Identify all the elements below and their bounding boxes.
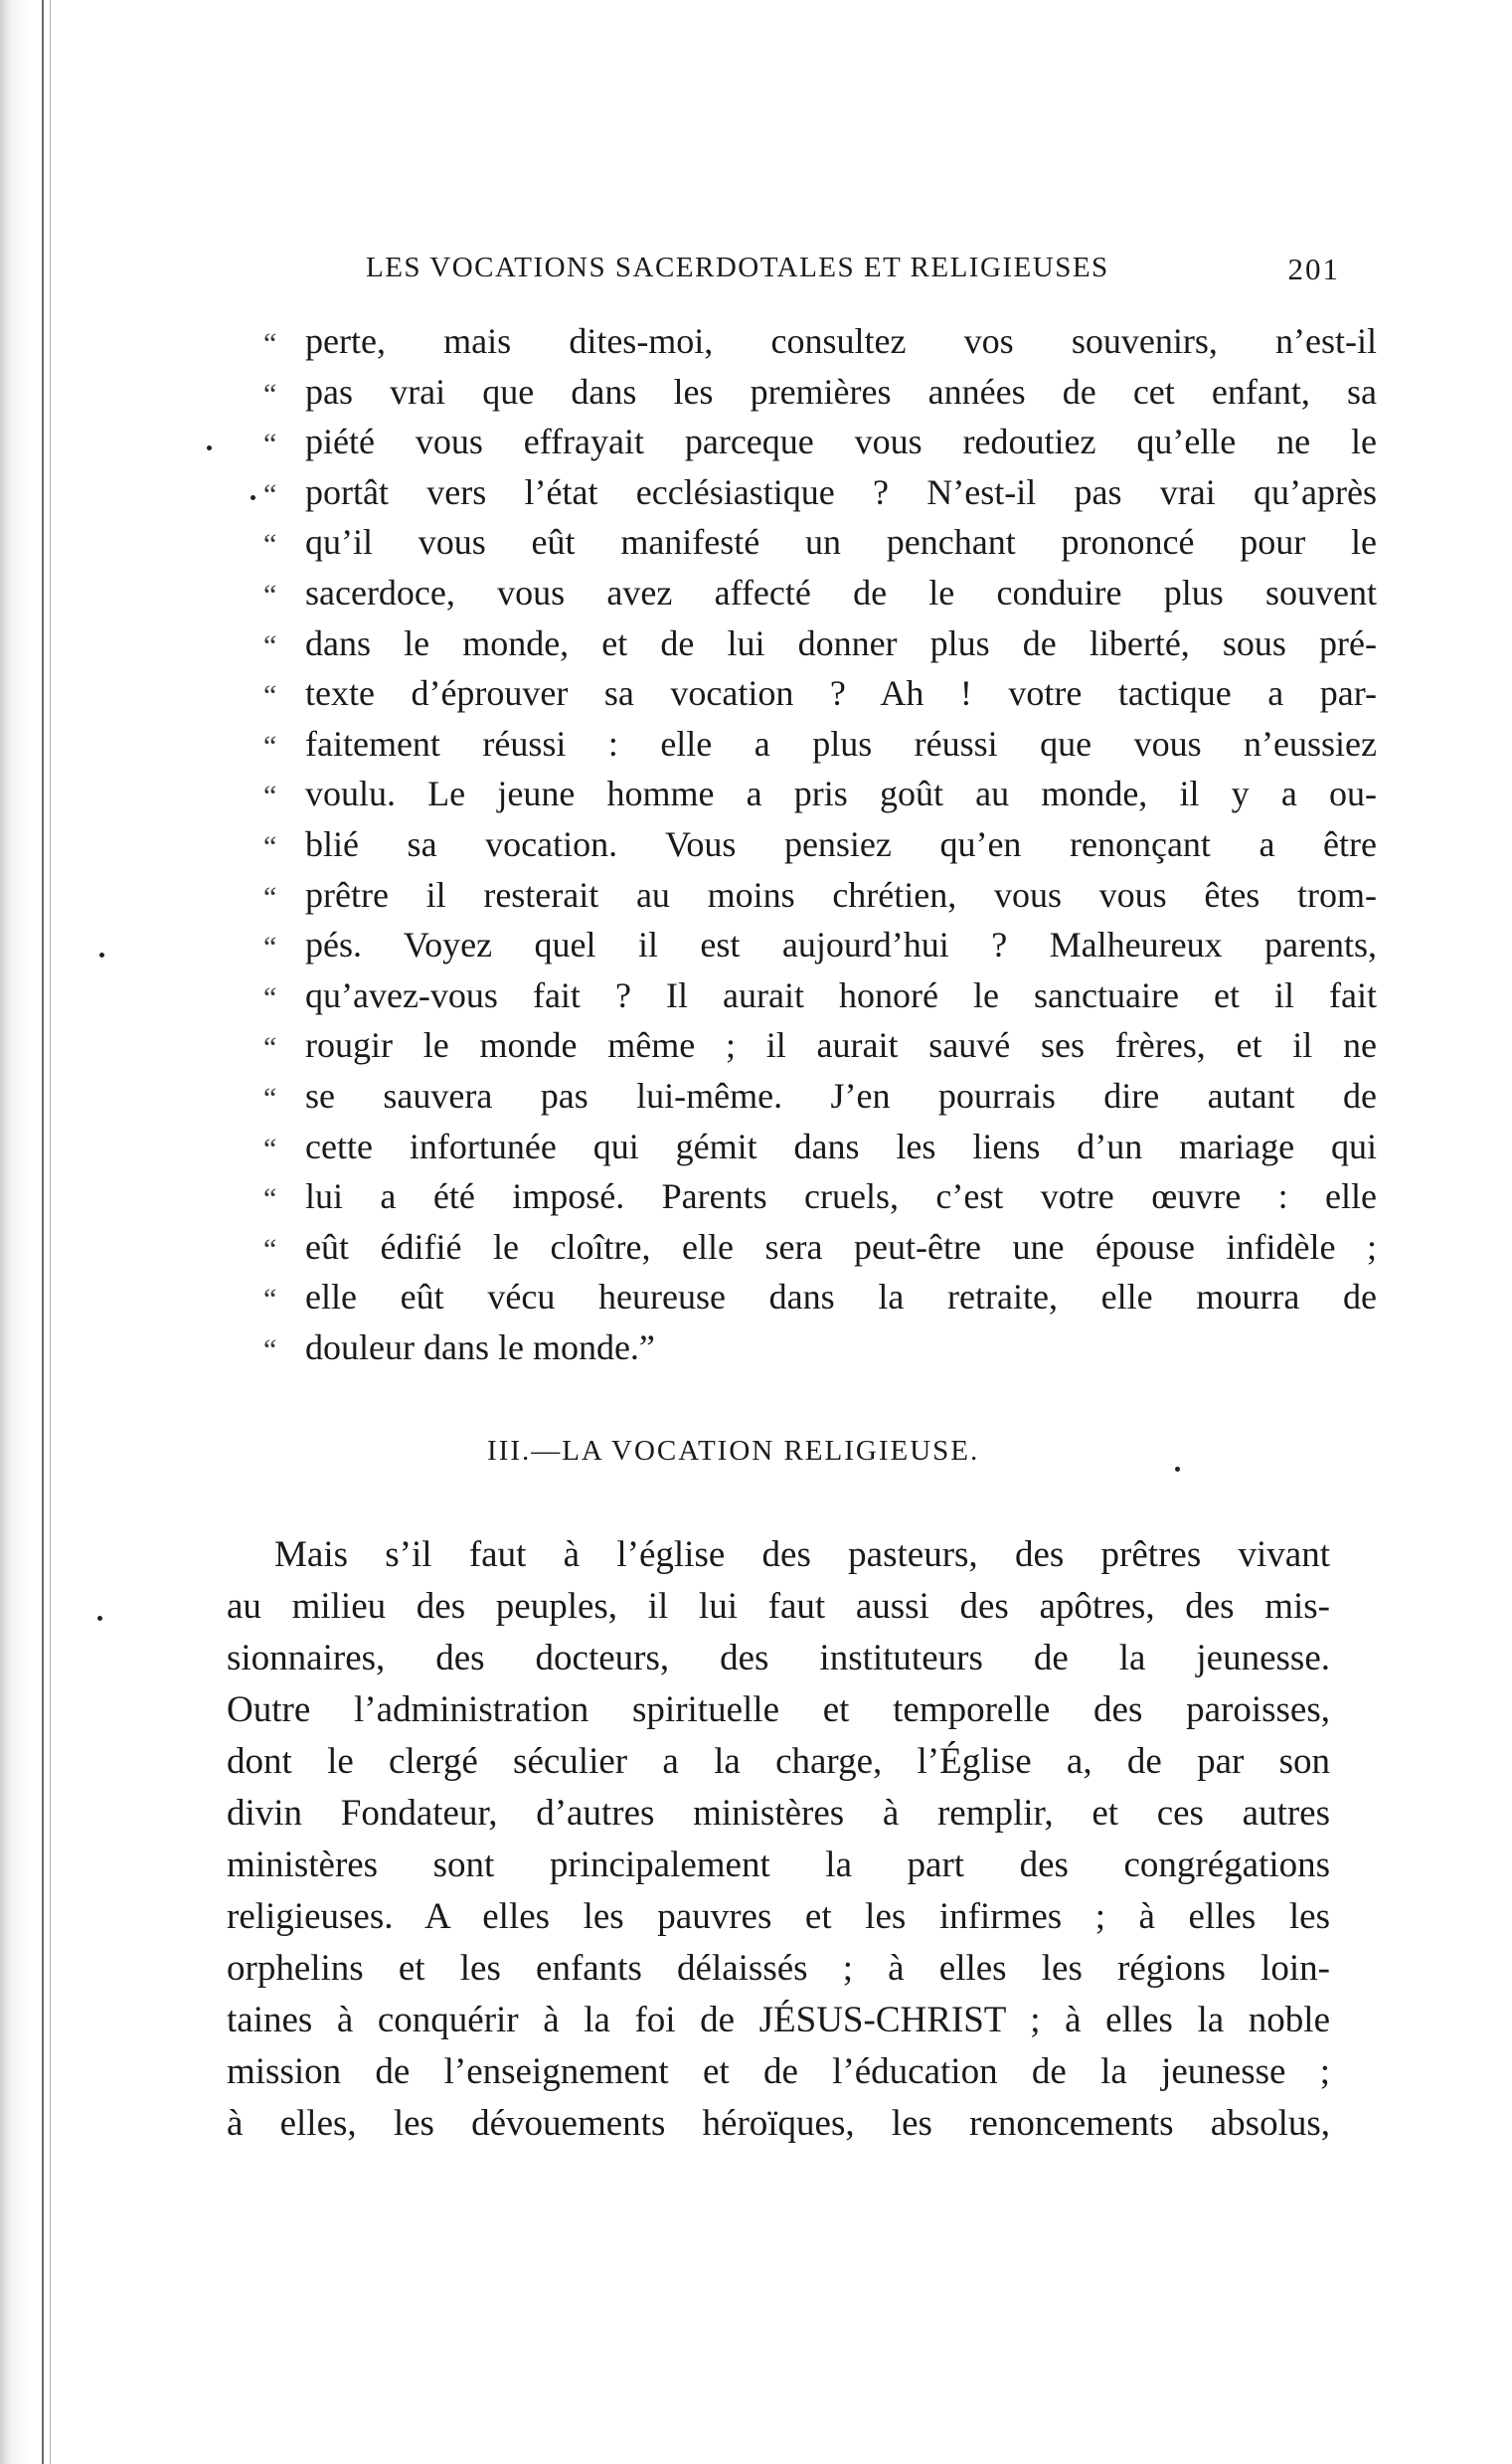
body-line: au milieu des peuples, il lui faut aussi des apôtres, des mis- — [227, 1586, 1330, 1627]
quote-mark: “ — [263, 880, 277, 914]
quoted-passage — [263, 316, 1387, 1372]
body-line: dont le clergé séculier a la charge, l’Église a, de par son — [227, 1741, 1330, 1782]
quote-line — [263, 1171, 1387, 1222]
quote-line-text: sacerdoce, vous avez affecté de le conduire plus souvent — [305, 572, 1377, 613]
body-line: religieuses. A elles les pauvres et les infirmes ; à elles les — [227, 1896, 1330, 1937]
quote-mark: “ — [263, 528, 277, 562]
body-line: taines à conquérir à la foi de JÉSUS-CHRIST ; à elles la noble — [227, 2000, 1330, 2040]
binding-edge-line — [42, 0, 44, 2464]
print-speck — [207, 445, 212, 450]
quote-mark: “ — [263, 1031, 277, 1065]
section-heading: III.—LA VOCATION RELIGIEUSE. — [487, 1435, 980, 1467]
quote-line-text: portât vers l’état ecclésiastique ? N’est-il pas vrai qu’après — [305, 471, 1377, 512]
body-line: orphelins et les enfants délaissés ; à elles les régions loin- — [227, 1948, 1330, 1989]
running-head-title: LES VOCATIONS SACERDOTALES ET RELIGIEUSES — [366, 252, 1109, 283]
body-paragraph — [227, 1529, 1330, 2150]
running-head — [366, 252, 1340, 291]
quote-line-text: dans le monde, et de lui donner plus de liberté, sous pré- — [305, 622, 1377, 663]
body-line: Outre l’administration spirituelle et temporelle des paroisses, — [227, 1689, 1330, 1730]
quote-mark: “ — [263, 1232, 277, 1266]
quote-line-text: rougir le monde même ; il aurait sauvé ses frères, et il ne — [305, 1025, 1377, 1066]
quote-line — [263, 668, 1387, 719]
quote-line — [263, 1122, 1387, 1172]
print-speck — [97, 1616, 102, 1621]
quote-mark: “ — [263, 1182, 277, 1216]
quote-line-text: qu’il vous eût manifesté un penchant prononcé pour le — [305, 522, 1377, 563]
quote-line — [263, 1322, 1387, 1373]
quote-line-text: blié sa vocation. Vous pensiez qu’en renonçant a être — [305, 823, 1377, 864]
body-line: mission de l’enseignement et de l’éducation de la jeunesse ; — [227, 2051, 1330, 2092]
quote-mark: “ — [263, 327, 277, 360]
quote-line — [263, 1020, 1387, 1071]
quote-line — [263, 769, 1387, 819]
body-line: Mais s’il faut à l’église des pasteurs, des prêtres vivant — [274, 1534, 1330, 1575]
quote-line — [263, 1071, 1387, 1122]
quote-line — [263, 819, 1387, 870]
body-line: sionnaires, des docteurs, des instituteurs de la jeunesse. — [227, 1638, 1330, 1678]
quote-mark: “ — [263, 428, 277, 461]
quote-line — [263, 367, 1387, 418]
quote-line-text: lui a été imposé. Parents cruels, c’est votre œuvre : elle — [305, 1176, 1377, 1217]
quote-line-text: elle eût vécu heureuse dans la retraite, elle mourra de — [305, 1277, 1377, 1318]
quote-line — [263, 618, 1387, 669]
quote-mark: “ — [263, 980, 277, 1014]
quote-line-text: pés. Voyez quel il est aujourd’hui ? Malheureux parents, — [305, 925, 1377, 966]
quote-line — [263, 467, 1387, 518]
quote-line — [263, 719, 1387, 770]
print-speck — [251, 495, 255, 500]
quote-mark: “ — [263, 1132, 277, 1165]
quote-mark: “ — [263, 829, 277, 863]
quote-mark: “ — [263, 729, 277, 763]
quote-line — [263, 1222, 1387, 1273]
quote-line — [263, 517, 1387, 568]
quote-line-text: texte d’éprouver sa vocation ? Ah ! votre tactique a par- — [305, 673, 1377, 714]
quote-mark: “ — [263, 377, 277, 411]
quote-line — [263, 970, 1387, 1021]
quote-line — [263, 920, 1387, 970]
print-speck — [99, 953, 104, 958]
quote-mark: “ — [263, 1081, 277, 1115]
quote-line-text: cette infortunée qui gémit dans les liens d’un mariage qui — [305, 1126, 1377, 1166]
quote-mark: “ — [263, 578, 277, 612]
quote-line-text: qu’avez-vous fait ? Il aurait honoré le sanctuaire et il fait — [305, 974, 1377, 1015]
print-speck — [1175, 1467, 1180, 1472]
binding-edge-line-secondary — [50, 0, 51, 2464]
quote-mark: “ — [263, 628, 277, 662]
quote-line-text: eût édifié le cloître, elle sera peut-être une épouse infidèle ; — [305, 1226, 1377, 1267]
quote-mark: “ — [263, 780, 277, 813]
quote-line — [263, 1272, 1387, 1322]
body-line: divin Fondateur, d’autres ministères à remplir, et ces autres — [227, 1793, 1330, 1834]
quote-line — [263, 316, 1387, 367]
quote-mark: “ — [263, 679, 277, 713]
binding-gutter — [0, 0, 60, 2464]
quote-mark: “ — [263, 1332, 277, 1366]
quote-line-text: piété vous effrayait parceque vous redoutiez qu’elle ne le — [305, 422, 1377, 462]
quote-line-text: prêtre il resterait au moins chrétien, vous vous êtes trom- — [305, 874, 1377, 915]
quote-line-text: se sauvera pas lui-même. J’en pourrais dire autant de — [305, 1075, 1377, 1116]
quote-line-text: douleur dans le monde.” — [305, 1326, 655, 1367]
quote-line — [263, 870, 1387, 921]
quote-line-text: voulu. Le jeune homme a pris goût au monde, il y a ou- — [305, 774, 1377, 814]
quote-line-text: perte, mais dites-moi, consultez vos souvenirs, n’est-il — [305, 321, 1377, 361]
page-number: 201 — [1287, 252, 1340, 286]
quote-line — [263, 417, 1387, 467]
body-line: à elles, les dévouements héroïques, les renoncements absolus, — [227, 2103, 1330, 2144]
quote-line-text: pas vrai que dans les premières années de cet enfant, sa — [305, 371, 1377, 412]
body-line: ministères sont principalement la part des congrégations — [227, 1845, 1330, 1885]
quote-mark: “ — [263, 1283, 277, 1317]
quote-line-text: faitement réussi : elle a plus réussi que vous n’eussiez — [305, 723, 1377, 764]
quote-mark: “ — [263, 931, 277, 965]
quote-line — [263, 568, 1387, 618]
quote-mark: “ — [263, 477, 277, 511]
